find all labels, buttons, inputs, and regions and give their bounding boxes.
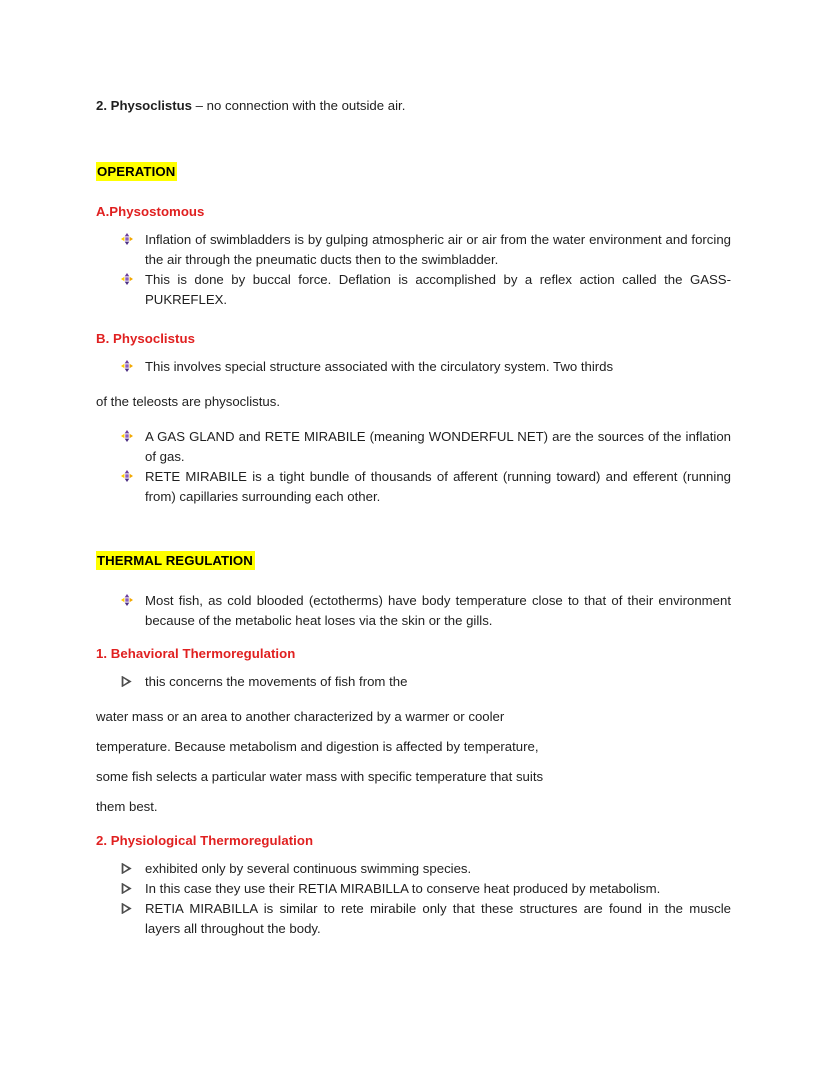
arrowhead-bullet-icon bbox=[121, 676, 133, 687]
section-heading-thermal-regulation: THERMAL REGULATION bbox=[97, 553, 253, 568]
spacer bbox=[96, 692, 731, 702]
spacer bbox=[96, 377, 731, 387]
list-item-text: exhibited only by several continuous swimming species. bbox=[145, 861, 472, 876]
list-item bbox=[96, 467, 731, 507]
section-heading-thermal-regulation-wrap bbox=[96, 551, 731, 570]
list-item-text: RETIA MIRABILLA is similar to rete mirabile only that these structures are found in the muscle layers all throughout the body. bbox=[145, 901, 731, 936]
flow-line-teleosts: of the teleosts are physoclistus. bbox=[96, 394, 280, 409]
cross-arrow-bullet-icon bbox=[121, 360, 133, 372]
list-item bbox=[96, 672, 731, 692]
spacer bbox=[96, 822, 731, 832]
subsection-heading-behavioral-thermoregulation: 1. Behavioral Thermoregulation bbox=[96, 646, 296, 661]
arrowhead-bullet-icon bbox=[121, 903, 133, 914]
subsection-heading-physiological-thermoregulation: 2. Physiological Thermoregulation bbox=[96, 833, 314, 848]
list-item-text: In this case they use their RETIA MIRABILLA to conserve heat produced by metabolism. bbox=[145, 881, 661, 896]
list-item-text: A GAS GLAND and RETE MIRABILE (meaning WONDERFUL NET) are the sources of the inflation of gas. bbox=[145, 429, 731, 464]
cross-arrow-bullet-icon bbox=[121, 470, 133, 482]
bullet-list-thermal-intro bbox=[96, 591, 731, 631]
lead-paragraph-bold: 2. Physoclistus bbox=[96, 98, 193, 113]
flow-line-water-mass: water mass or an area to another characterized by a warmer or cooler bbox=[96, 709, 505, 724]
flow-line-some-fish: some fish selects a particular water mass with specific temperature that suits bbox=[96, 769, 544, 784]
list-item bbox=[96, 879, 731, 899]
list-item bbox=[96, 230, 731, 270]
subsection-heading-physoclistus: B. Physoclistus bbox=[96, 331, 195, 346]
list-item bbox=[96, 591, 731, 631]
cross-arrow-bullet-icon bbox=[121, 233, 133, 245]
spacer bbox=[96, 417, 731, 427]
list-item bbox=[96, 270, 731, 310]
lead-paragraph-rest: – no connection with the outside air. bbox=[192, 98, 406, 113]
list-item-text: This involves special structure associated with the circulatory system. Two thirds bbox=[145, 359, 614, 374]
list-item-text: RETE MIRABILE is a tight bundle of thousands of afferent (running toward) and efferent (running from) capillaries surrounding each other. bbox=[145, 469, 731, 504]
spacer bbox=[96, 310, 731, 330]
cross-arrow-bullet-icon bbox=[121, 594, 133, 606]
arrowhead-bullet-icon bbox=[121, 883, 133, 894]
list-item bbox=[96, 859, 731, 879]
bullet-list-physoclistus-second bbox=[96, 427, 731, 507]
cross-arrow-bullet-icon bbox=[121, 273, 133, 285]
arrow-list-behavioral bbox=[96, 672, 731, 692]
list-item-text: This is done by buccal force. Deflation is accomplished by a reflex action called the GASS-PUKREFLEX. bbox=[145, 272, 731, 307]
spacer bbox=[96, 507, 731, 551]
list-item-text: Most fish, as cold blooded (ectotherms) have body temperature close to that of their environment because of the metabolic heat loses via the skin or the gills. bbox=[145, 593, 731, 628]
list-item bbox=[96, 899, 731, 939]
flow-line-them-best: them best. bbox=[96, 799, 158, 814]
flow-line-temperature: temperature. Because metabolism and digestion is affected by temperature, bbox=[96, 739, 539, 754]
arrow-list-physiological bbox=[96, 859, 731, 939]
cross-arrow-bullet-icon bbox=[121, 430, 133, 442]
section-heading-operation: OPERATION bbox=[97, 164, 176, 179]
subsection-heading-physostomous: A.Physostomous bbox=[96, 204, 205, 219]
list-item-text: this concerns the movements of fish from the bbox=[145, 674, 408, 689]
bullet-list-physostomous bbox=[96, 230, 731, 310]
arrowhead-bullet-icon bbox=[121, 863, 133, 874]
list-item-text: Inflation of swimbladders is by gulping atmospheric air or air from the water environment and forcing the air through the pneumatic ducts then to the swimbladder. bbox=[145, 232, 731, 267]
spacer bbox=[96, 631, 731, 645]
section-heading-operation-wrap bbox=[96, 162, 731, 181]
lead-paragraph bbox=[96, 96, 731, 116]
list-item bbox=[96, 357, 731, 377]
bullet-list-physoclistus-first bbox=[96, 357, 731, 377]
list-item bbox=[96, 427, 731, 467]
